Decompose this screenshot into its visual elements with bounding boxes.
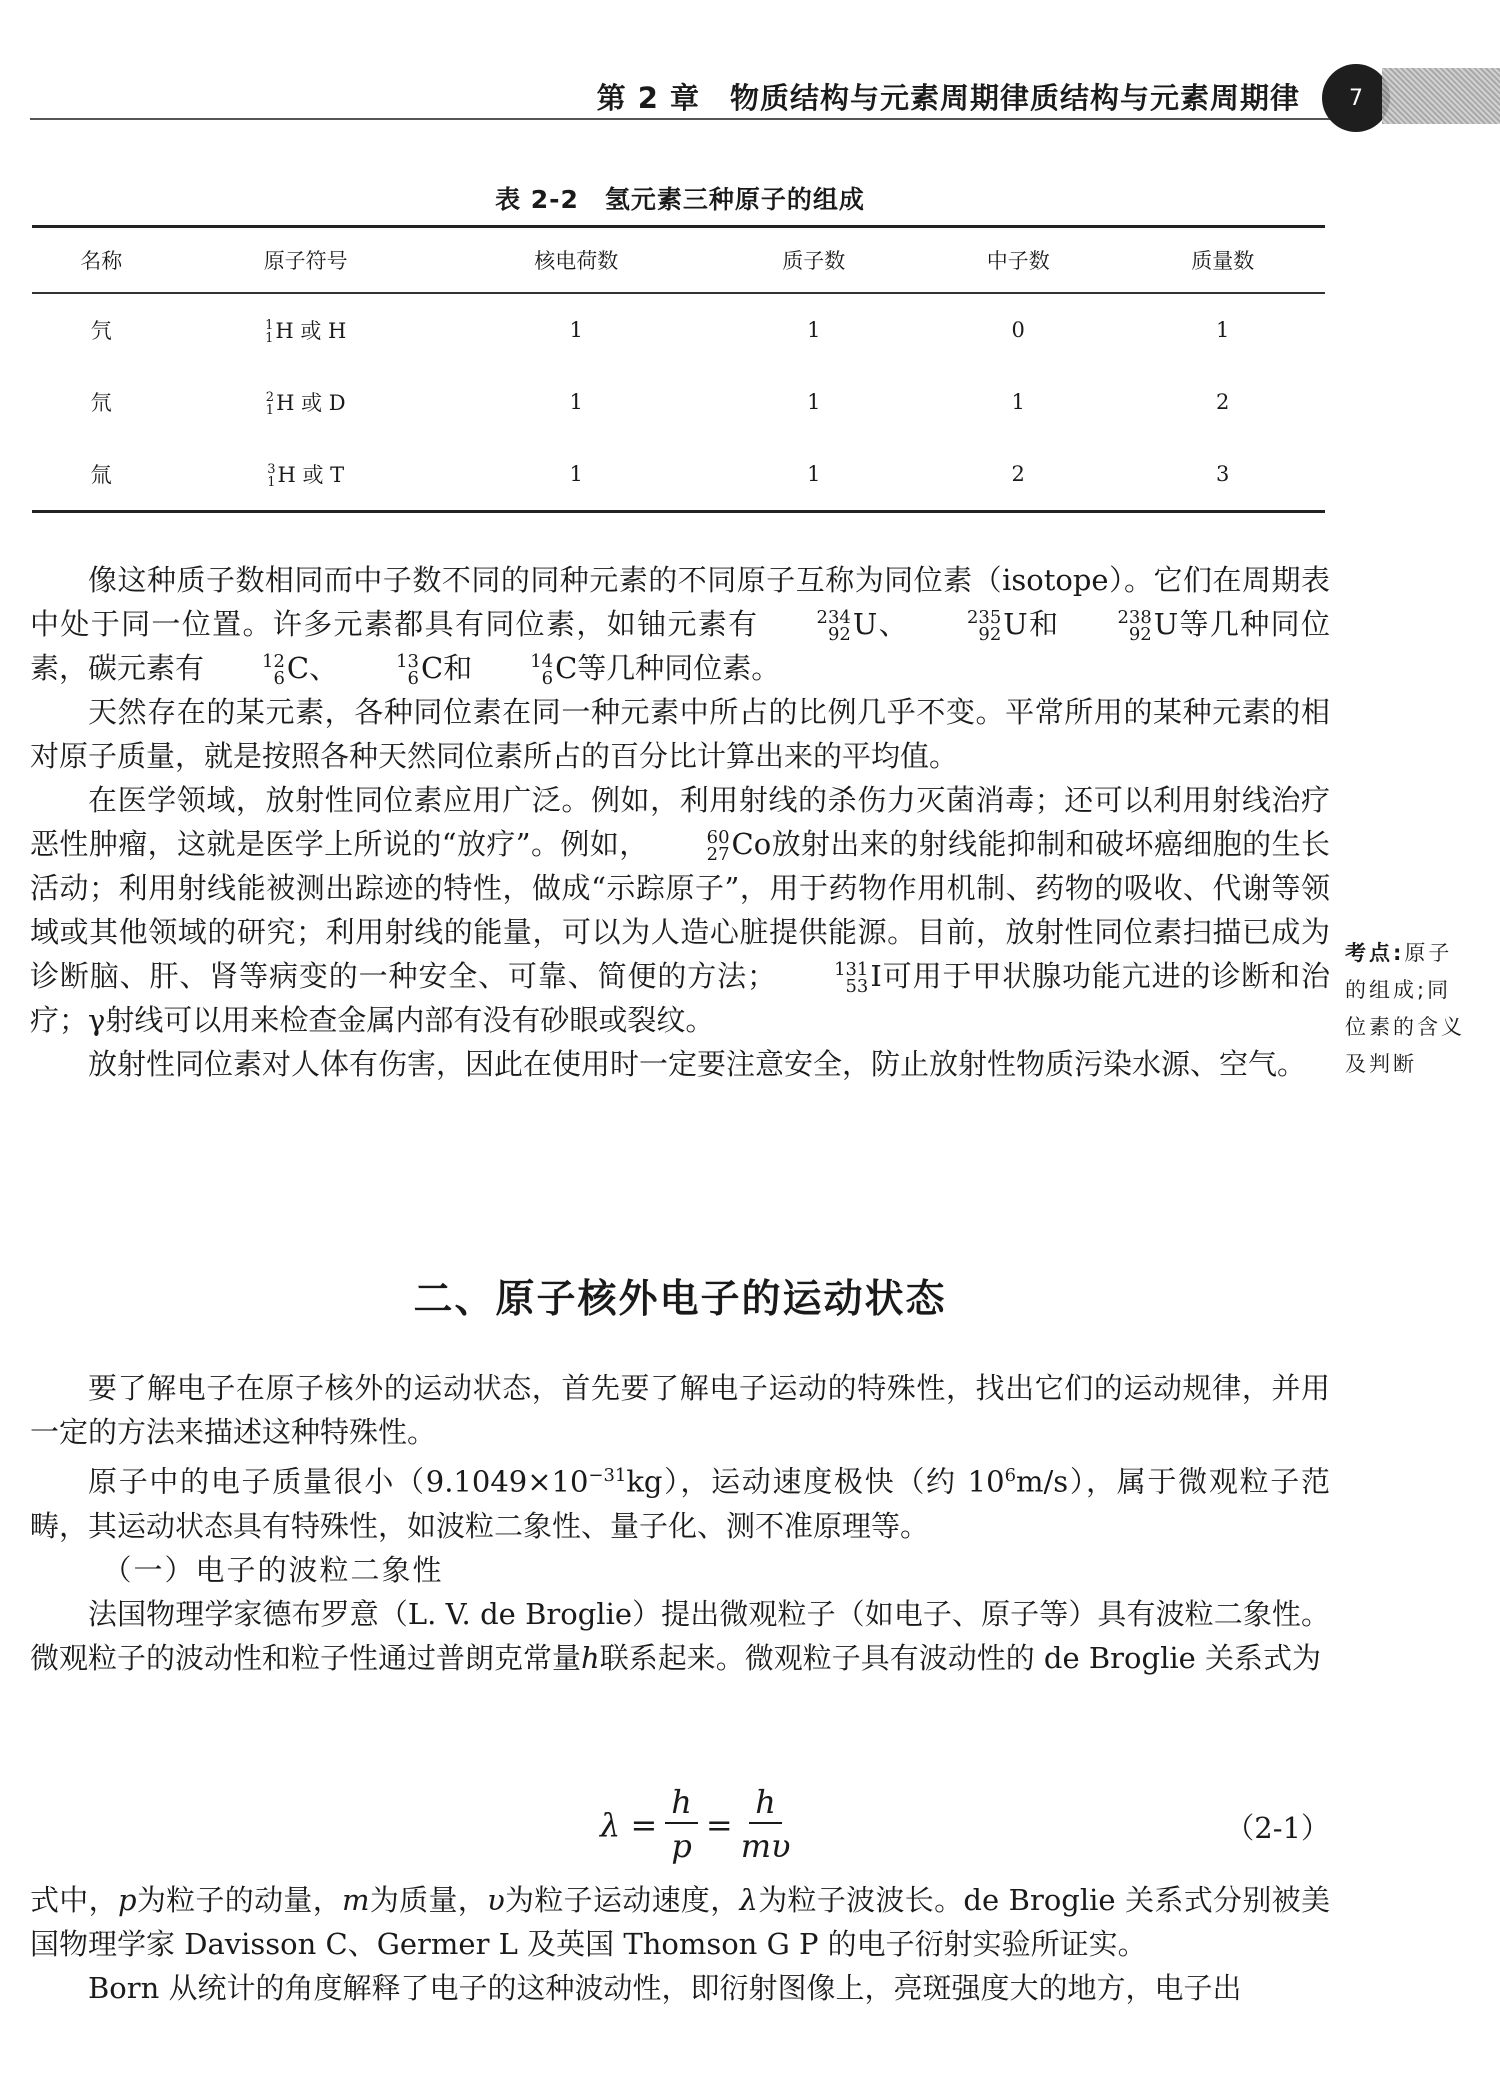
cell-charge: 1 xyxy=(569,318,583,342)
table-row xyxy=(32,438,1325,512)
table-header-row xyxy=(32,227,1325,294)
col-header-name: 名称 xyxy=(32,227,170,294)
cell-neutrons: 2 xyxy=(916,438,1120,512)
col-header-symbol: 原子符号 xyxy=(170,227,441,294)
isotope-notation: 131 53 xyxy=(834,958,869,997)
isotope-table xyxy=(32,225,1325,513)
cell-symbol xyxy=(170,293,441,366)
isotope-notation xyxy=(267,464,275,489)
paragraph-medical-applications: 在医学领域，放射性同位素应用广泛。例如，利用射线的杀伤力灭菌消毒；还可以利用射线治疗恶性肿瘤，这就是医学上所说的“放疗”。例如， 60 27 Co放射出来的射线能抑制和破坏癌细胞的生长活动；利用射线能被测出踪迹的特性，做成“示踪原子”，用于药物作用机制、药物的吸收、代谢等领域或其他领域的研究；利用射线的能量，可以为人造心脏提供能源。目前，放射性同位素扫描已成为诊断脑、肝、肾等病变的一种安全、可靠、简便的方法； 131 53 I可用于甲状腺功能亢进的诊断和治疗；γ射线可以用来检查金属内部有没有砂眼或裂纹。 xyxy=(30,783,1330,1037)
equation-body: λ = $\frac{h}{p}$ = $\frac{h}{m\upsilon}$ xyxy=(600,1780,798,1870)
mass-number: 2 xyxy=(265,390,275,406)
symbol-text: H 或 D xyxy=(276,391,346,415)
key-point-label: 考点: xyxy=(1345,941,1405,965)
paragraph-de-broglie: 法国物理学家德布罗意（L. V. de Broglie）提出微观粒子（如电子、原子等）具有波粒二象性。微观粒子的波动性和粒子性通过普朗克常量h联系起来。微观粒子具有波动性的 de Broglie 关系式为 xyxy=(30,1596,1330,1675)
fraction-h-over-p: $\frac{h}{p}$ xyxy=(665,1782,698,1868)
isotope-notation: 235 92 xyxy=(966,606,1002,645)
chapter-title: 第 2 章 物质结构与元素周期律质结构与元素周期律 xyxy=(596,81,1300,115)
paragraph-isotope-definition: 像这种质子数相同而中子数不同的同种元素的不同原子互称为同位素（isotope）。它们在周期表中处于同一位置。许多元素都具有同位素，如铀元素有 234 92 U、 235 92 U和 238 92 U等几种同位素，碳元素有 12 6 C、 13 6 C和 14 6 C等几种同位素。 xyxy=(30,563,1330,689)
table-caption: 表 2-2 氢元素三种原子的组成 xyxy=(495,185,865,214)
equation-2-1 xyxy=(30,1780,1330,1870)
isotope-notation: 234 92 xyxy=(816,606,851,645)
header-decoration xyxy=(1382,68,1500,124)
isotope-notation xyxy=(265,320,273,345)
cell-symbol xyxy=(170,438,441,512)
isotope-text-block xyxy=(30,558,1330,1086)
paragraph-relative-atomic-mass: 天然存在的某元素，各种同位素在同一种元素中所占的比例几乎不变。平常所用的某种元素的相对原子质量，就是按照各种天然同位素所占的百分比计算出来的平均值。 xyxy=(30,695,1330,773)
cell-neutrons: 1 xyxy=(1011,390,1025,414)
key-point-text: 原子的组成;同位素的含义及判断 xyxy=(1345,941,1465,1076)
isotope-notation xyxy=(266,392,274,417)
paragraph-safety: 放射性同位素对人体有伤害，因此在使用时一定要注意安全，防止放射性物质污染水源、空气。 xyxy=(88,1047,1307,1081)
cell-mass: 1 xyxy=(1216,318,1230,342)
symbol-text: H 或 H xyxy=(275,319,347,343)
paragraph-electron-properties: 原子中的电子质量很小$(9.1049\times 10^{-31}kg)$，运动速度极快（约 $10^6m/s$），属于微观粒子范畴，其运动状态具有特殊性，如波粒二象性、量子化、测不准原理等。 xyxy=(30,1464,1330,1543)
paragraph-born-interpretation: Born 从统计的角度解释了电子的这种波动性，即衍射图像上，亮斑强度大的地方，电子出 xyxy=(88,1971,1242,2005)
cell-charge: 1 xyxy=(569,390,583,414)
paragraph-equation-terms: 式中，p为粒子的动量，m为质量，υ为粒子运动速度，λ为粒子波波长。de Broglie 关系式分别被美国物理学家 Davisson C、Germer L 及英国 Thomson G P 的电子衍射实验所证实。 xyxy=(30,1883,1330,1961)
equation-number: （2-1） xyxy=(1225,1811,1330,1845)
running-header xyxy=(30,62,1500,132)
margin-key-point xyxy=(1345,935,1465,1083)
isotope-notation: 14 6 xyxy=(530,650,554,689)
isotope-notation: 60 27 xyxy=(706,826,730,865)
cell-protons: 1 xyxy=(712,438,916,512)
cell-mass: 3 xyxy=(1120,438,1325,512)
cell-protons: 1 xyxy=(807,318,821,342)
mass-number: 3 xyxy=(267,462,276,478)
cell-charge: 1 xyxy=(441,438,712,512)
paragraph-electron-intro: 要了解电子在原子核外的运动状态，首先要了解电子运动的特殊性，找出它们的运动规律，并用一定的方法来描述这种特殊性。 xyxy=(30,1371,1330,1449)
table-row xyxy=(32,366,1325,438)
atomic-number: 1 xyxy=(265,330,274,346)
page-number-badge: 7 xyxy=(1322,64,1390,132)
col-header-mass: 质量数 xyxy=(1120,227,1325,294)
col-header-charge: 核电荷数 xyxy=(441,227,712,294)
col-header-neutrons: 中子数 xyxy=(916,227,1120,294)
cell-name: 氕 xyxy=(90,319,112,343)
equation-explanation-block xyxy=(30,1878,1330,2010)
isotope-notation: 238 92 xyxy=(1117,606,1152,645)
cell-name: 氘 xyxy=(90,391,112,415)
mass-number: 1 xyxy=(265,318,274,334)
electron-text-block xyxy=(30,1366,1330,1680)
isotope-notation: 13 6 xyxy=(396,650,419,689)
cell-protons: 1 xyxy=(807,390,821,414)
fraction-h-over-mv: $\frac{h}{m\upsilon}$ xyxy=(740,1783,791,1865)
symbol-text: H 或 T xyxy=(277,463,345,487)
cell-mass: 2 xyxy=(1216,390,1230,414)
header-rule xyxy=(30,118,1350,120)
cell-name: 氚 xyxy=(32,438,170,512)
atomic-number: 1 xyxy=(265,402,275,418)
section-heading: 二、原子核外电子的运动状态 xyxy=(413,1277,947,1322)
table-row xyxy=(32,293,1325,366)
subsection-heading: （一）电子的波粒二象性 xyxy=(102,1552,444,1587)
col-header-protons: 质子数 xyxy=(712,227,916,294)
isotope-notation: 12 6 xyxy=(262,650,285,689)
cell-symbol xyxy=(170,366,441,438)
atomic-number: 1 xyxy=(267,474,276,490)
cell-neutrons: 0 xyxy=(1011,318,1025,342)
